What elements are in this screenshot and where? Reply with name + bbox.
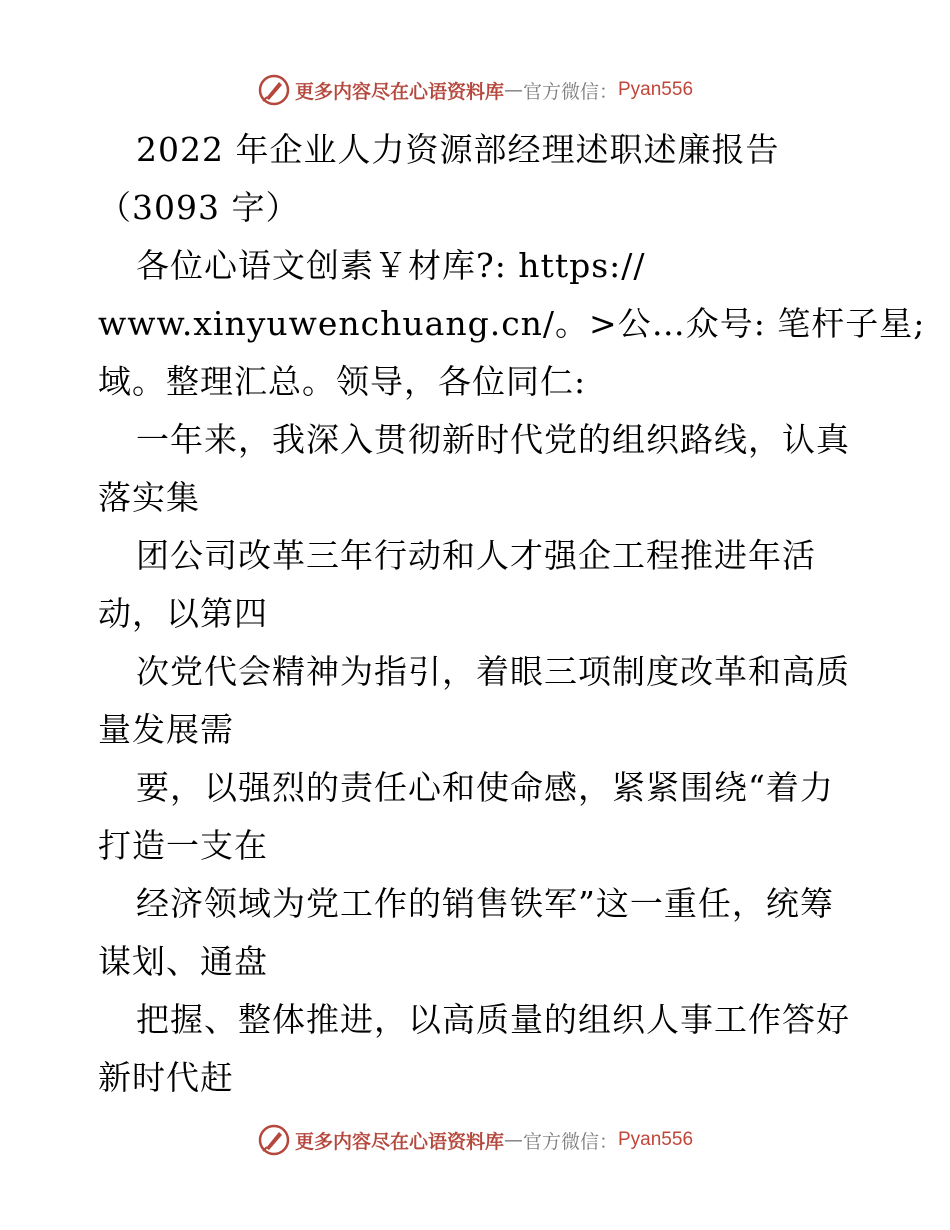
quill-pen-logo-icon [257, 73, 291, 107]
wechat-id: Pyan556 [618, 1129, 694, 1150]
wechat-label: 官方微信： [522, 1130, 618, 1153]
wechat-id: Pyan556 [618, 79, 694, 100]
text-line: 经济领域为党工作的销售铁军”这一重任，统筹 [136, 884, 834, 923]
quill-pen-logo-icon [257, 1123, 291, 1157]
text-line: 打造一支在 [98, 826, 268, 865]
word-count: （3093 字） [98, 188, 300, 227]
text-line: 动，以第四 [98, 594, 268, 633]
text-line: 谋划、通盘 [98, 942, 268, 981]
wechat-label: 官方微信： [522, 80, 618, 103]
text-line: 把握、整体推进，以高质量的组织人事工作答好 [136, 1000, 850, 1039]
text-line: 一年来，我深入贯彻新时代党的组织路线，认真 [136, 420, 850, 459]
text-line: 各位心语文创素￥材库?: https:// [136, 246, 646, 285]
brand-text: 更多内容尽在心语资料库 [294, 1130, 504, 1153]
text-line: 域。整理汇总。领导，各位同仁: [98, 362, 587, 401]
text-line: 要，以强烈的责任心和使命感，紧紧围绕“着力 [136, 768, 834, 807]
brand-dash: — [503, 1129, 523, 1151]
text-line: 新时代赶 [98, 1058, 234, 1097]
brand-text: 更多内容尽在心语资料库 [294, 80, 504, 103]
text-line: 次党代会精神为指引，着眼三项制度改革和高质 [136, 652, 850, 691]
text-line: 团公司改革三年行动和人才强企工程推进年活 [136, 536, 816, 575]
text-line: 落实集 [98, 478, 200, 517]
document-body [98, 121, 926, 1107]
footer-watermark-banner [0, 1118, 950, 1162]
document-title: 2022 年企业人力资源部经理述职述廉报告 [136, 130, 780, 169]
text-line: 量发展需 [98, 710, 234, 749]
brand-dash: — [503, 79, 523, 101]
text-line: www.xinyuwenchuang.cn/。>公…众号: 笔杆子星; [98, 304, 926, 343]
header-watermark-banner [0, 68, 950, 112]
